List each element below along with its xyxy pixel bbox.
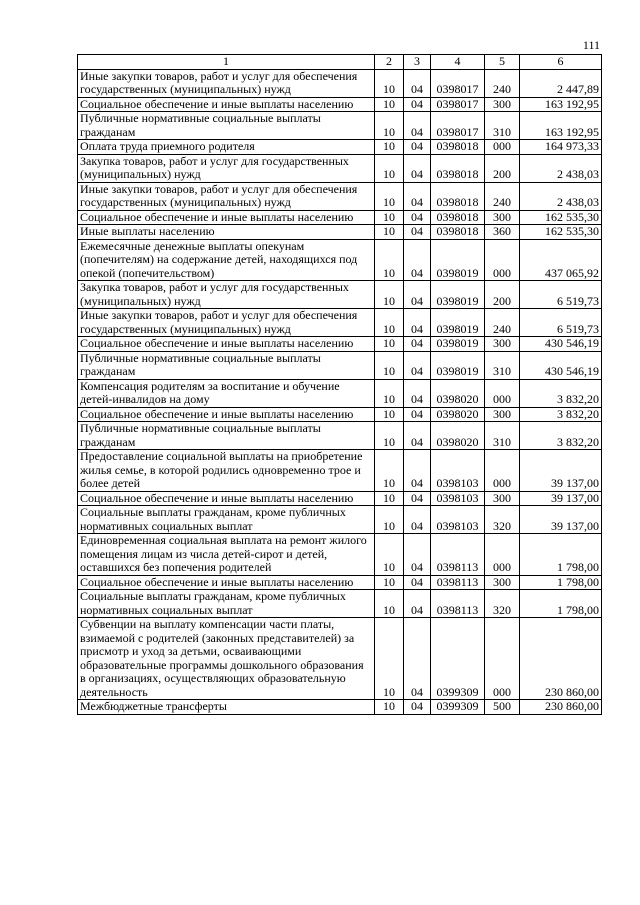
row-target-article-cell: 0398018	[431, 154, 485, 182]
row-section-cell: 10	[375, 506, 404, 534]
row-target-article-cell: 0398113	[431, 534, 485, 576]
row-subsection-cell: 04	[404, 239, 431, 281]
table-row	[78, 407, 602, 422]
header-cell: 1	[78, 55, 375, 70]
row-target-article-cell: 0399309	[431, 618, 485, 700]
row-section-cell: 10	[375, 281, 404, 309]
row-target-article-cell: 0398018	[431, 140, 485, 155]
row-target-article-cell: 0398103	[431, 506, 485, 534]
row-subsection-cell: 04	[404, 407, 431, 422]
row-expense-type-cell: 300	[485, 210, 520, 225]
header-cell: 2	[375, 55, 404, 70]
row-name-cell: Социальное обеспечение и иные выплаты населению	[78, 337, 375, 352]
row-expense-type-cell: 310	[485, 422, 520, 450]
row-expense-type-cell: 000	[485, 239, 520, 281]
row-subsection-cell: 04	[404, 618, 431, 700]
row-amount-cell: 430 546,19	[520, 351, 602, 379]
row-name-cell: Социальное обеспечение и иные выплаты населению	[78, 407, 375, 422]
row-section-cell: 10	[375, 407, 404, 422]
row-amount-cell: 2 438,03	[520, 182, 602, 210]
row-expense-type-cell: 300	[485, 407, 520, 422]
row-name-cell: Межбюджетные трансферты	[78, 700, 375, 715]
row-subsection-cell: 04	[404, 351, 431, 379]
table-row	[78, 281, 602, 309]
header-cell: 6	[520, 55, 602, 70]
row-name-cell: Социальное обеспечение и иные выплаты населению	[78, 575, 375, 590]
row-target-article-cell: 0398018	[431, 225, 485, 240]
row-amount-cell: 2 438,03	[520, 154, 602, 182]
table-row	[78, 534, 602, 576]
row-subsection-cell: 04	[404, 700, 431, 715]
row-name-cell: Компенсация родителям за воспитание и обучение детей-инвалидов на дому	[78, 379, 375, 407]
row-subsection-cell: 04	[404, 450, 431, 492]
row-amount-cell: 3 832,20	[520, 422, 602, 450]
row-target-article-cell: 0398019	[431, 351, 485, 379]
page-number: 111	[582, 38, 600, 52]
row-section-cell: 10	[375, 154, 404, 182]
row-subsection-cell: 04	[404, 491, 431, 506]
row-expense-type-cell: 000	[485, 534, 520, 576]
row-section-cell: 10	[375, 700, 404, 715]
row-amount-cell: 162 535,30	[520, 210, 602, 225]
row-target-article-cell: 0398113	[431, 575, 485, 590]
table-row	[78, 379, 602, 407]
table-row	[78, 450, 602, 492]
row-name-cell: Закупка товаров, работ и услуг для государственных (муниципальных) нужд	[78, 281, 375, 309]
table-row	[78, 700, 602, 715]
row-amount-cell: 39 137,00	[520, 506, 602, 534]
row-target-article-cell: 0398018	[431, 210, 485, 225]
row-name-cell: Иные выплаты населению	[78, 225, 375, 240]
row-target-article-cell: 0398018	[431, 182, 485, 210]
row-amount-cell: 437 065,92	[520, 239, 602, 281]
row-name-cell: Иные закупки товаров, работ и услуг для обеспечения государственных (муниципальных) нужд	[78, 182, 375, 210]
row-subsection-cell: 04	[404, 97, 431, 112]
row-name-cell: Субвенции на выплату компенсации части платы, взимаемой с родителей (законных представителей) за присмотр и уход за детьми, осваивающими образовательные программы дошкольного образования в организациях, осуществляющих образовательную деятельность	[78, 618, 375, 700]
row-section-cell: 10	[375, 379, 404, 407]
row-expense-type-cell: 240	[485, 69, 520, 97]
header-cell: 4	[431, 55, 485, 70]
row-amount-cell: 6 519,73	[520, 281, 602, 309]
table-row	[78, 239, 602, 281]
row-amount-cell: 3 832,20	[520, 407, 602, 422]
row-section-cell: 10	[375, 210, 404, 225]
row-section-cell: 10	[375, 590, 404, 618]
table-row	[78, 140, 602, 155]
row-target-article-cell: 0398019	[431, 281, 485, 309]
row-section-cell: 10	[375, 575, 404, 590]
row-target-article-cell: 0398019	[431, 309, 485, 337]
table-row	[78, 309, 602, 337]
row-expense-type-cell: 300	[485, 491, 520, 506]
row-name-cell: Социальное обеспечение и иные выплаты населению	[78, 210, 375, 225]
row-section-cell: 10	[375, 337, 404, 352]
row-subsection-cell: 04	[404, 281, 431, 309]
row-subsection-cell: 04	[404, 154, 431, 182]
row-subsection-cell: 04	[404, 309, 431, 337]
table-row	[78, 422, 602, 450]
row-name-cell: Закупка товаров, работ и услуг для государственных (муниципальных) нужд	[78, 154, 375, 182]
row-name-cell: Социальные выплаты гражданам, кроме публичных нормативных социальных выплат	[78, 506, 375, 534]
row-target-article-cell: 0398017	[431, 112, 485, 140]
row-section-cell: 10	[375, 309, 404, 337]
row-name-cell: Единовременная социальная выплата на ремонт жилого помещения лицам из числа детей-сирот и детей, оставшихся без попечения родителей	[78, 534, 375, 576]
row-section-cell: 10	[375, 450, 404, 492]
table-row	[78, 154, 602, 182]
table-row	[78, 69, 602, 97]
row-target-article-cell: 0398103	[431, 491, 485, 506]
row-section-cell: 10	[375, 182, 404, 210]
row-expense-type-cell: 320	[485, 506, 520, 534]
row-expense-type-cell: 310	[485, 112, 520, 140]
row-section-cell: 10	[375, 491, 404, 506]
row-target-article-cell: 0398103	[431, 450, 485, 492]
row-name-cell: Ежемесячные денежные выплаты опекунам (попечителям) на содержание детей, находящихся под опекой (попечительством)	[78, 239, 375, 281]
row-expense-type-cell: 200	[485, 154, 520, 182]
row-subsection-cell: 04	[404, 69, 431, 97]
row-amount-cell: 6 519,73	[520, 309, 602, 337]
row-amount-cell: 162 535,30	[520, 225, 602, 240]
row-section-cell: 10	[375, 351, 404, 379]
table-row	[78, 182, 602, 210]
row-amount-cell: 1 798,00	[520, 590, 602, 618]
row-subsection-cell: 04	[404, 225, 431, 240]
row-amount-cell: 2 447,89	[520, 69, 602, 97]
row-target-article-cell: 0398020	[431, 422, 485, 450]
row-expense-type-cell: 300	[485, 337, 520, 352]
row-section-cell: 10	[375, 140, 404, 155]
table-row	[78, 590, 602, 618]
header-cell: 3	[404, 55, 431, 70]
table-row	[78, 491, 602, 506]
budget-table	[77, 54, 602, 715]
row-name-cell: Публичные нормативные социальные выплаты гражданам	[78, 422, 375, 450]
row-target-article-cell: 0398020	[431, 379, 485, 407]
row-name-cell: Иные закупки товаров, работ и услуг для обеспечения государственных (муниципальных) нужд	[78, 69, 375, 97]
row-target-article-cell: 0398020	[431, 407, 485, 422]
row-expense-type-cell: 000	[485, 140, 520, 155]
table-row	[78, 618, 602, 700]
row-expense-type-cell: 320	[485, 590, 520, 618]
row-name-cell: Социальные выплаты гражданам, кроме публичных нормативных социальных выплат	[78, 590, 375, 618]
row-name-cell: Оплата труда приемного родителя	[78, 140, 375, 155]
row-expense-type-cell: 500	[485, 700, 520, 715]
row-amount-cell: 1 798,00	[520, 534, 602, 576]
row-amount-cell: 3 832,20	[520, 379, 602, 407]
table-row	[78, 225, 602, 240]
table-row	[78, 506, 602, 534]
row-name-cell: Публичные нормативные социальные выплаты гражданам	[78, 112, 375, 140]
table-row	[78, 97, 602, 112]
row-amount-cell: 164 973,33	[520, 140, 602, 155]
row-expense-type-cell: 310	[485, 351, 520, 379]
row-target-article-cell: 0398017	[431, 97, 485, 112]
row-subsection-cell: 04	[404, 590, 431, 618]
row-section-cell: 10	[375, 225, 404, 240]
row-name-cell: Социальное обеспечение и иные выплаты населению	[78, 97, 375, 112]
row-expense-type-cell: 360	[485, 225, 520, 240]
row-expense-type-cell: 300	[485, 97, 520, 112]
table-header-row	[78, 55, 602, 70]
row-amount-cell: 39 137,00	[520, 491, 602, 506]
table-row	[78, 210, 602, 225]
table-row	[78, 112, 602, 140]
row-target-article-cell: 0398019	[431, 337, 485, 352]
table-row	[78, 351, 602, 379]
table-row	[78, 575, 602, 590]
row-section-cell: 10	[375, 112, 404, 140]
row-section-cell: 10	[375, 69, 404, 97]
row-target-article-cell: 0398019	[431, 239, 485, 281]
row-section-cell: 10	[375, 239, 404, 281]
row-subsection-cell: 04	[404, 210, 431, 225]
row-subsection-cell: 04	[404, 182, 431, 210]
row-name-cell: Социальное обеспечение и иные выплаты населению	[78, 491, 375, 506]
row-expense-type-cell: 300	[485, 575, 520, 590]
row-subsection-cell: 04	[404, 422, 431, 450]
row-name-cell: Предоставление социальной выплаты на приобретение жилья семье, в которой родились одновременно трое и более детей	[78, 450, 375, 492]
row-expense-type-cell: 240	[485, 182, 520, 210]
row-amount-cell: 163 192,95	[520, 97, 602, 112]
row-amount-cell: 230 860,00	[520, 700, 602, 715]
row-expense-type-cell: 000	[485, 450, 520, 492]
row-subsection-cell: 04	[404, 112, 431, 140]
row-name-cell: Публичные нормативные социальные выплаты гражданам	[78, 351, 375, 379]
row-expense-type-cell: 000	[485, 379, 520, 407]
row-target-article-cell: 0398113	[431, 590, 485, 618]
row-expense-type-cell: 240	[485, 309, 520, 337]
row-subsection-cell: 04	[404, 534, 431, 576]
row-subsection-cell: 04	[404, 140, 431, 155]
row-amount-cell: 430 546,19	[520, 337, 602, 352]
row-expense-type-cell: 200	[485, 281, 520, 309]
row-section-cell: 10	[375, 618, 404, 700]
row-amount-cell: 1 798,00	[520, 575, 602, 590]
row-subsection-cell: 04	[404, 575, 431, 590]
row-target-article-cell: 0399309	[431, 700, 485, 715]
row-section-cell: 10	[375, 97, 404, 112]
row-name-cell: Иные закупки товаров, работ и услуг для обеспечения государственных (муниципальных) нужд	[78, 309, 375, 337]
row-section-cell: 10	[375, 534, 404, 576]
row-section-cell: 10	[375, 422, 404, 450]
table-row	[78, 337, 602, 352]
row-subsection-cell: 04	[404, 379, 431, 407]
row-target-article-cell: 0398017	[431, 69, 485, 97]
row-subsection-cell: 04	[404, 506, 431, 534]
row-amount-cell: 39 137,00	[520, 450, 602, 492]
row-amount-cell: 163 192,95	[520, 112, 602, 140]
header-cell: 5	[485, 55, 520, 70]
row-subsection-cell: 04	[404, 337, 431, 352]
row-expense-type-cell: 000	[485, 618, 520, 700]
row-amount-cell: 230 860,00	[520, 618, 602, 700]
